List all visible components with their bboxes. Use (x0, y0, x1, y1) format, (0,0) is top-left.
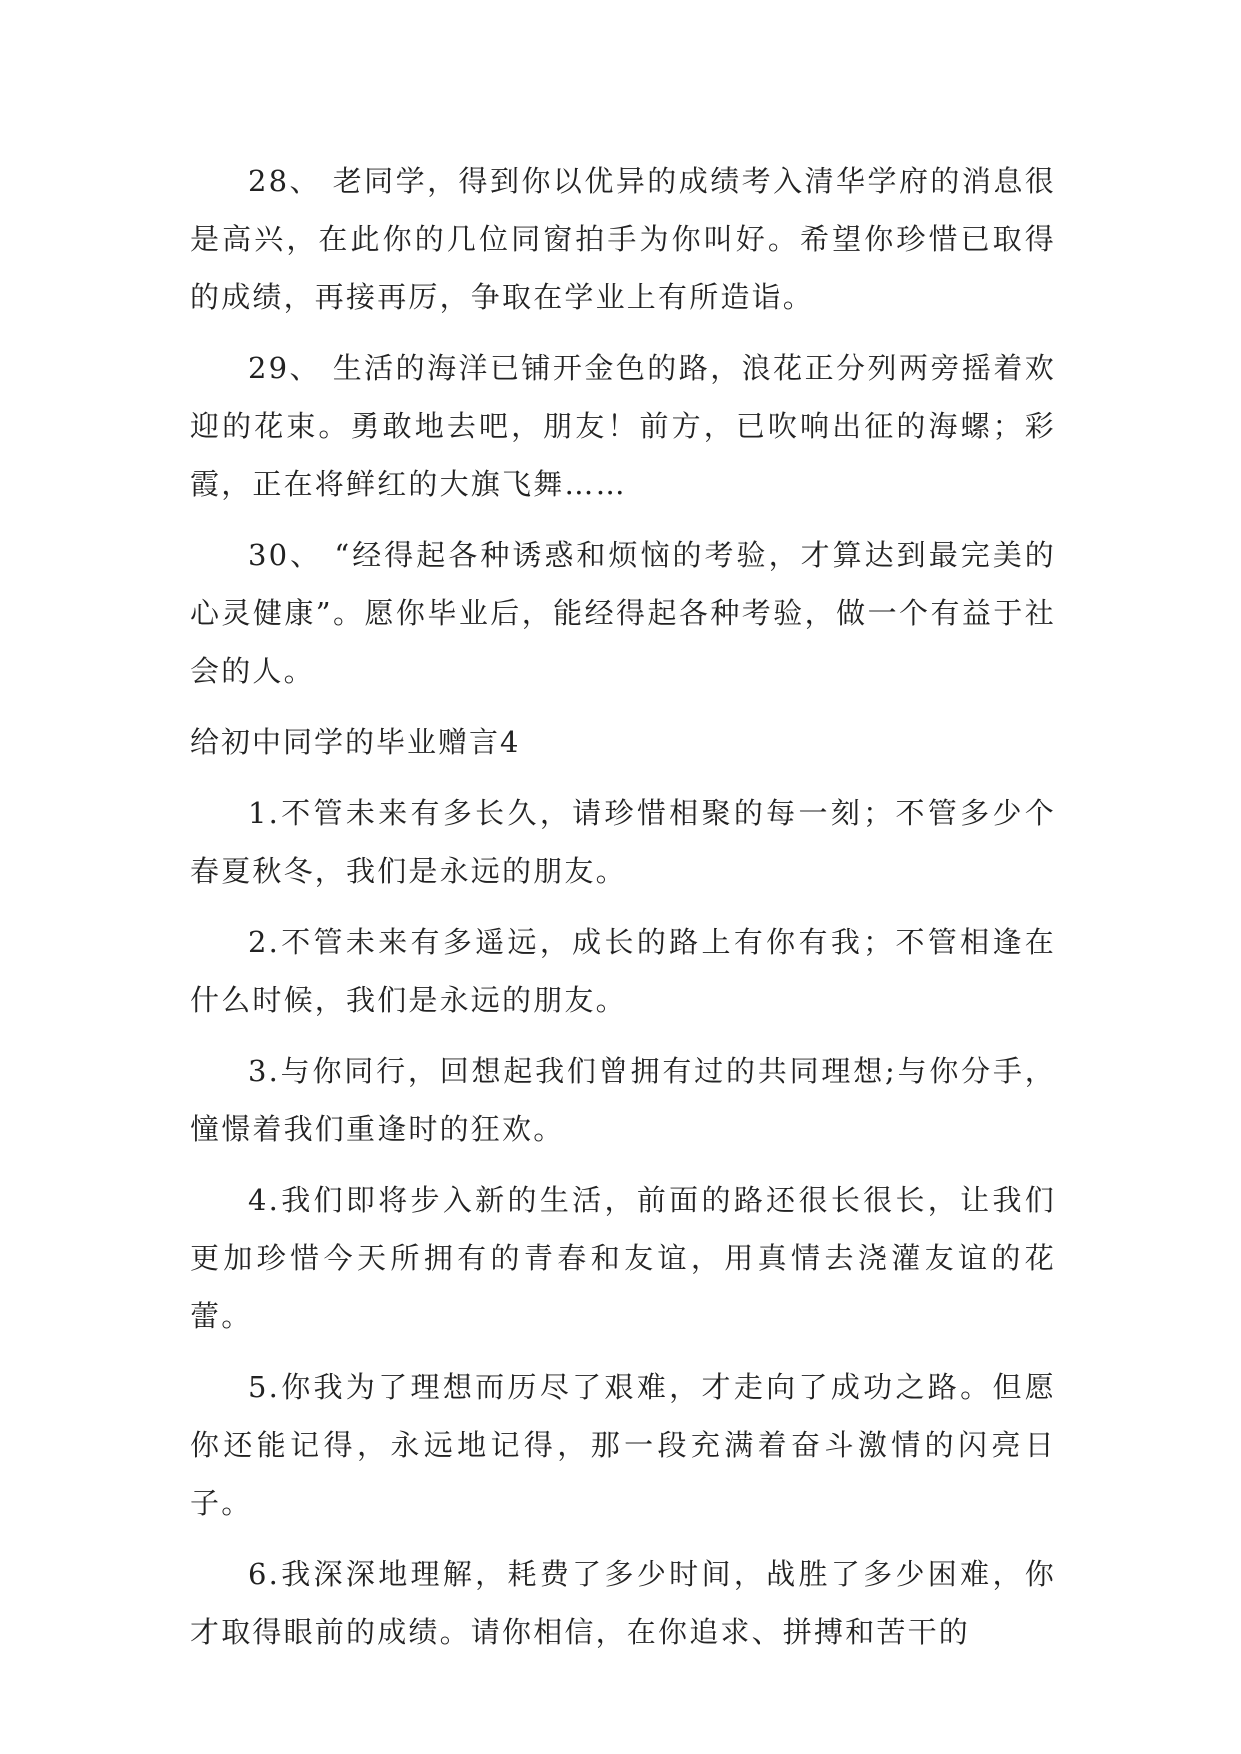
paragraph-1: 1.不管未来有多长久，请珍惜相聚的每一刻；不管多少个春夏秋冬，我们是永远的朋友。 (190, 796, 1056, 888)
paragraph-28: 28、 老同学，得到你以优异的成绩考入清华学府的消息很是高兴，在此你的几位同窗拍手为你叫好。希望你珍惜已取得的成绩，再接再厉，争取在学业上有所造诣。 (190, 164, 1056, 314)
section-heading: 给初中同学的毕业赠言4 (190, 725, 521, 759)
paragraph-4: 4.我们即将步入新的生活，前面的路还很长很长，让我们更加珍惜今天所拥有的青春和友谊，用真情去浇灌友谊的花蕾。 (190, 1183, 1056, 1333)
paragraph-5: 5.你我为了理想而历尽了艰难，才走向了成功之路。但愿你还能记得，永远地记得，那一段充满着奋斗激情的闪亮日子。 (190, 1370, 1056, 1520)
paragraph-3: 3.与你同行，回想起我们曾拥有过的共同理想;与你分手，憧憬着我们重逢时的狂欢。 (190, 1054, 1056, 1146)
paragraph-30: 30、 “经得起各种诱惑和烦恼的考验，才算达到最完美的心灵健康”。愿你毕业后，能经得起各种考验，做一个有益于社会的人。 (190, 538, 1056, 688)
paragraph-2: 2.不管未来有多遥远，成长的路上有你有我；不管相逢在什么时候，我们是永远的朋友。 (190, 925, 1056, 1017)
paragraph-6: 6.我深深地理解，耗费了多少时间，战胜了多少困难，你才取得眼前的成绩。请你相信，在你追求、拼搏和苦干的 (190, 1557, 1056, 1649)
document-page (190, 152, 1056, 1674)
paragraph-29: 29、 生活的海洋已铺开金色的路，浪花正分列两旁摇着欢迎的花束。勇敢地去吧，朋友！前方，已吹响出征的海螺；彩霞，正在将鲜红的大旗飞舞…… (190, 351, 1056, 501)
